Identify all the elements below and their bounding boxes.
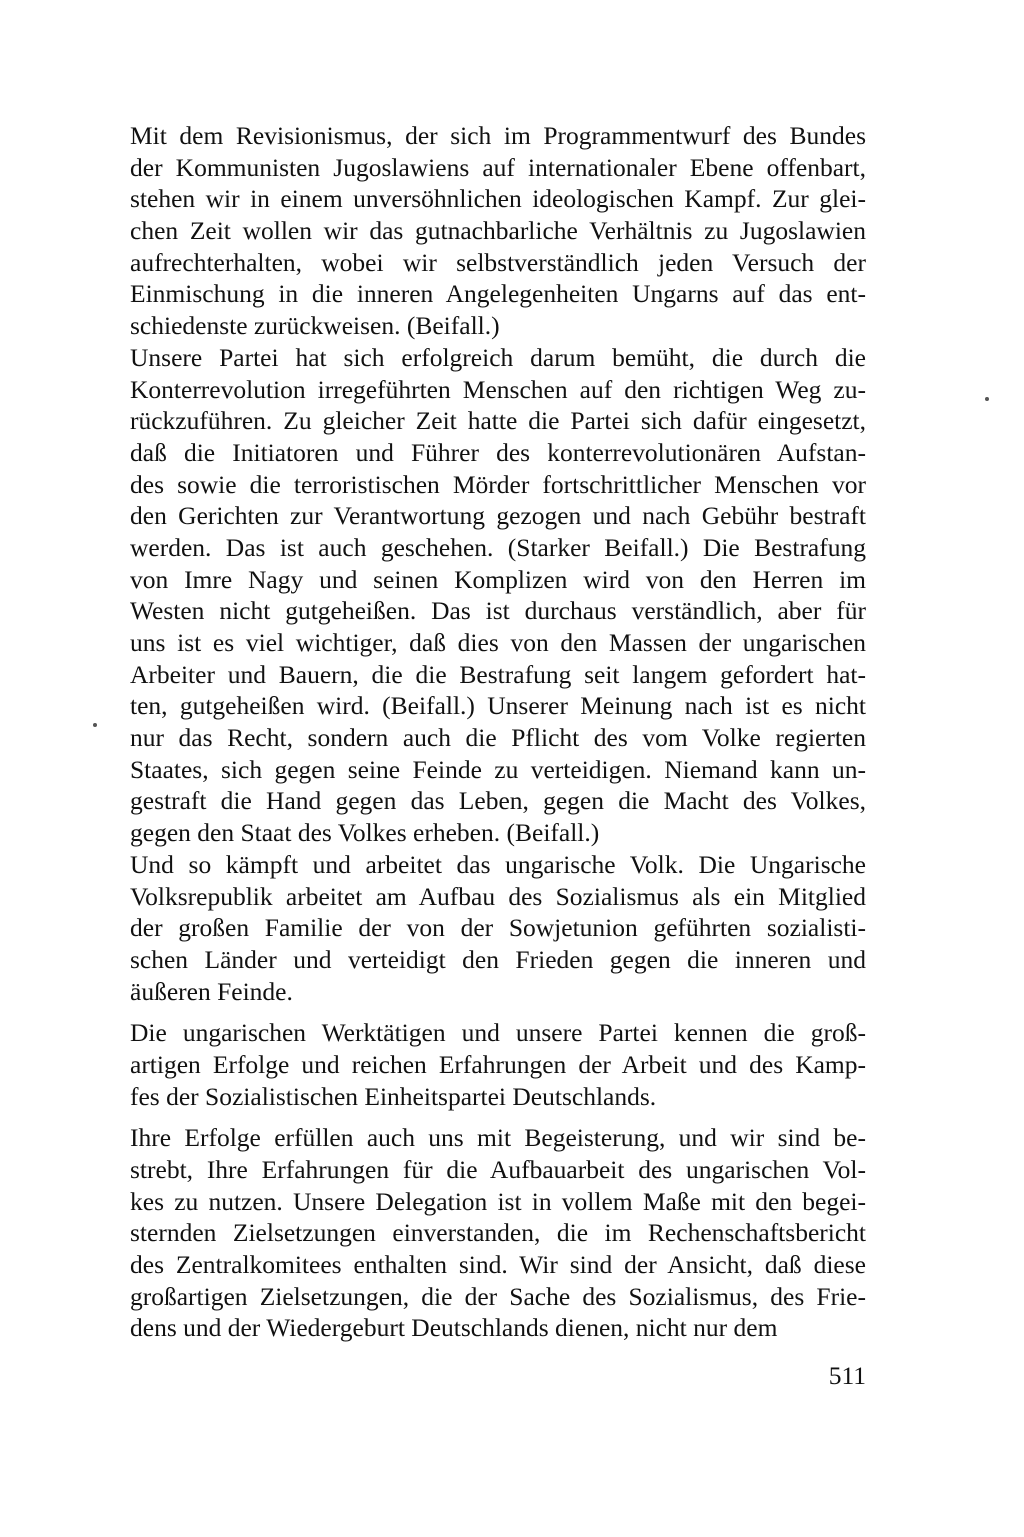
scan-speck [985, 397, 989, 401]
text-line: den Gerichten zur Verantwortung gezogen und nach Gebühr bestraft [130, 501, 866, 531]
text-line: gegen den Staat des Volkes erheben. (Beifall.) [130, 818, 600, 848]
scan-speck [93, 723, 97, 727]
text-line: Konterrevolution irregeführten Menschen auf den richtigen Weg zu- [130, 374, 866, 404]
text-line: des Zentralkomitees enthalten sind. Wir sind der Ansicht, daß diese [130, 1250, 866, 1280]
paragraph-gap [130, 1112, 866, 1122]
text-line: dens und der Wiedergeburt Deutschlands dienen, nicht nur dem [130, 1313, 778, 1343]
paragraph [130, 1122, 866, 1344]
body-text [130, 120, 866, 1344]
text-line: Die ungarischen Werktätigen und unsere Partei kennen die groß- [130, 1018, 866, 1048]
text-line: chen Zeit wollen wir das gutnachbarliche Verhältnis zu Jugoslawien [130, 216, 866, 246]
text-line: Arbeiter und Bauern, die die Bestrafung seit langem gefordert hat- [130, 659, 866, 689]
text-line: gestraft die Hand gegen das Leben, gegen die Macht des Volkes, [130, 786, 866, 816]
text-line: ten, gutgeheißen wird. (Beifall.) Unserer Meinung nach ist es nicht [130, 691, 866, 721]
text-line: sternden Zielsetzungen einverstanden, die im Rechenschaftsbericht [130, 1218, 866, 1248]
text-line: schiedenste zurückweisen. (Beifall.) [130, 311, 500, 341]
text-line: des sowie die terroristischen Mörder fortschrittlicher Menschen vor [130, 469, 866, 499]
text-line: kes zu nutzen. Unsere Delegation ist in vollem Maße mit den begei- [130, 1186, 866, 1216]
text-line: rückzuführen. Zu gleicher Zeit hatte die Partei sich dafür eingesetzt, [130, 406, 866, 436]
text-line: uns ist es viel wichtiger, daß dies von den Massen der ungarischen [130, 628, 866, 657]
text-line: Mit dem Revisionismus, der sich im Programmentwurf des Bundes [130, 121, 866, 150]
text-line: der Kommunisten Jugoslawiens auf internationaler Ebene offenbart, [130, 152, 866, 182]
paragraph-gap [130, 1007, 866, 1017]
text-line: Ihre Erfolge erfüllen auch uns mit Begeisterung, und wir sind be- [130, 1123, 866, 1153]
text-line: stehen wir in einem unversöhnlichen ideologischen Kampf. Zur glei- [130, 184, 866, 214]
text-line: Und so kämpft und arbeitet das ungarische Volk. Die Ungarische [130, 849, 866, 879]
page-number: 511 [828, 1361, 866, 1390]
text-line: Unsere Partei hat sich erfolgreich darum bemüht, die durch die [130, 342, 866, 372]
text-line: Staates, sich gegen seine Feinde zu verteidigen. Niemand kann un- [130, 754, 866, 784]
paragraph [130, 342, 866, 849]
paragraph [130, 120, 866, 342]
text-line: nur das Recht, sondern auch die Pflicht des vom Volke regierten [130, 723, 866, 753]
text-line: werden. Das ist auch geschehen. (Starker Beifall.) Die Bestrafung [130, 532, 866, 562]
text-line: Einmischung in die inneren Angelegenheiten Ungarns auf das ent- [130, 279, 866, 309]
text-line: strebt, Ihre Erfahrungen für die Aufbauarbeit des ungarischen Vol- [130, 1155, 866, 1184]
text-line: artigen Erfolge und reichen Erfahrungen der Arbeit und des Kamp- [130, 1049, 866, 1079]
text-line: äußeren Feinde. [130, 976, 293, 1006]
text-line: aufrechterhalten, wobei wir selbstverständlich jeden Versuch der [130, 247, 866, 277]
text-line: daß die Initiatoren und Führer des konterrevolutionären Aufstan- [130, 437, 866, 467]
text-line: fes der Sozialistischen Einheitspartei Deutschlands. [130, 1081, 657, 1111]
paragraph [130, 849, 866, 1007]
text-line: von Imre Nagy und seinen Komplizen wird von den Herren im [130, 564, 866, 594]
text-line: Westen nicht gutgeheißen. Das ist durchaus verständlich, aber für [130, 596, 866, 626]
text-line: der großen Familie der von der Sowjetunion geführten sozialisti- [130, 913, 866, 943]
text-line: Volksrepublik arbeitet am Aufbau des Sozialismus als ein Mitglied [130, 881, 866, 911]
paragraph [130, 1017, 866, 1112]
text-line: großartigen Zielsetzungen, die der Sache des Sozialismus, des Frie- [130, 1281, 866, 1311]
text-line: schen Länder und verteidigt den Frieden gegen die inneren und [130, 944, 866, 974]
